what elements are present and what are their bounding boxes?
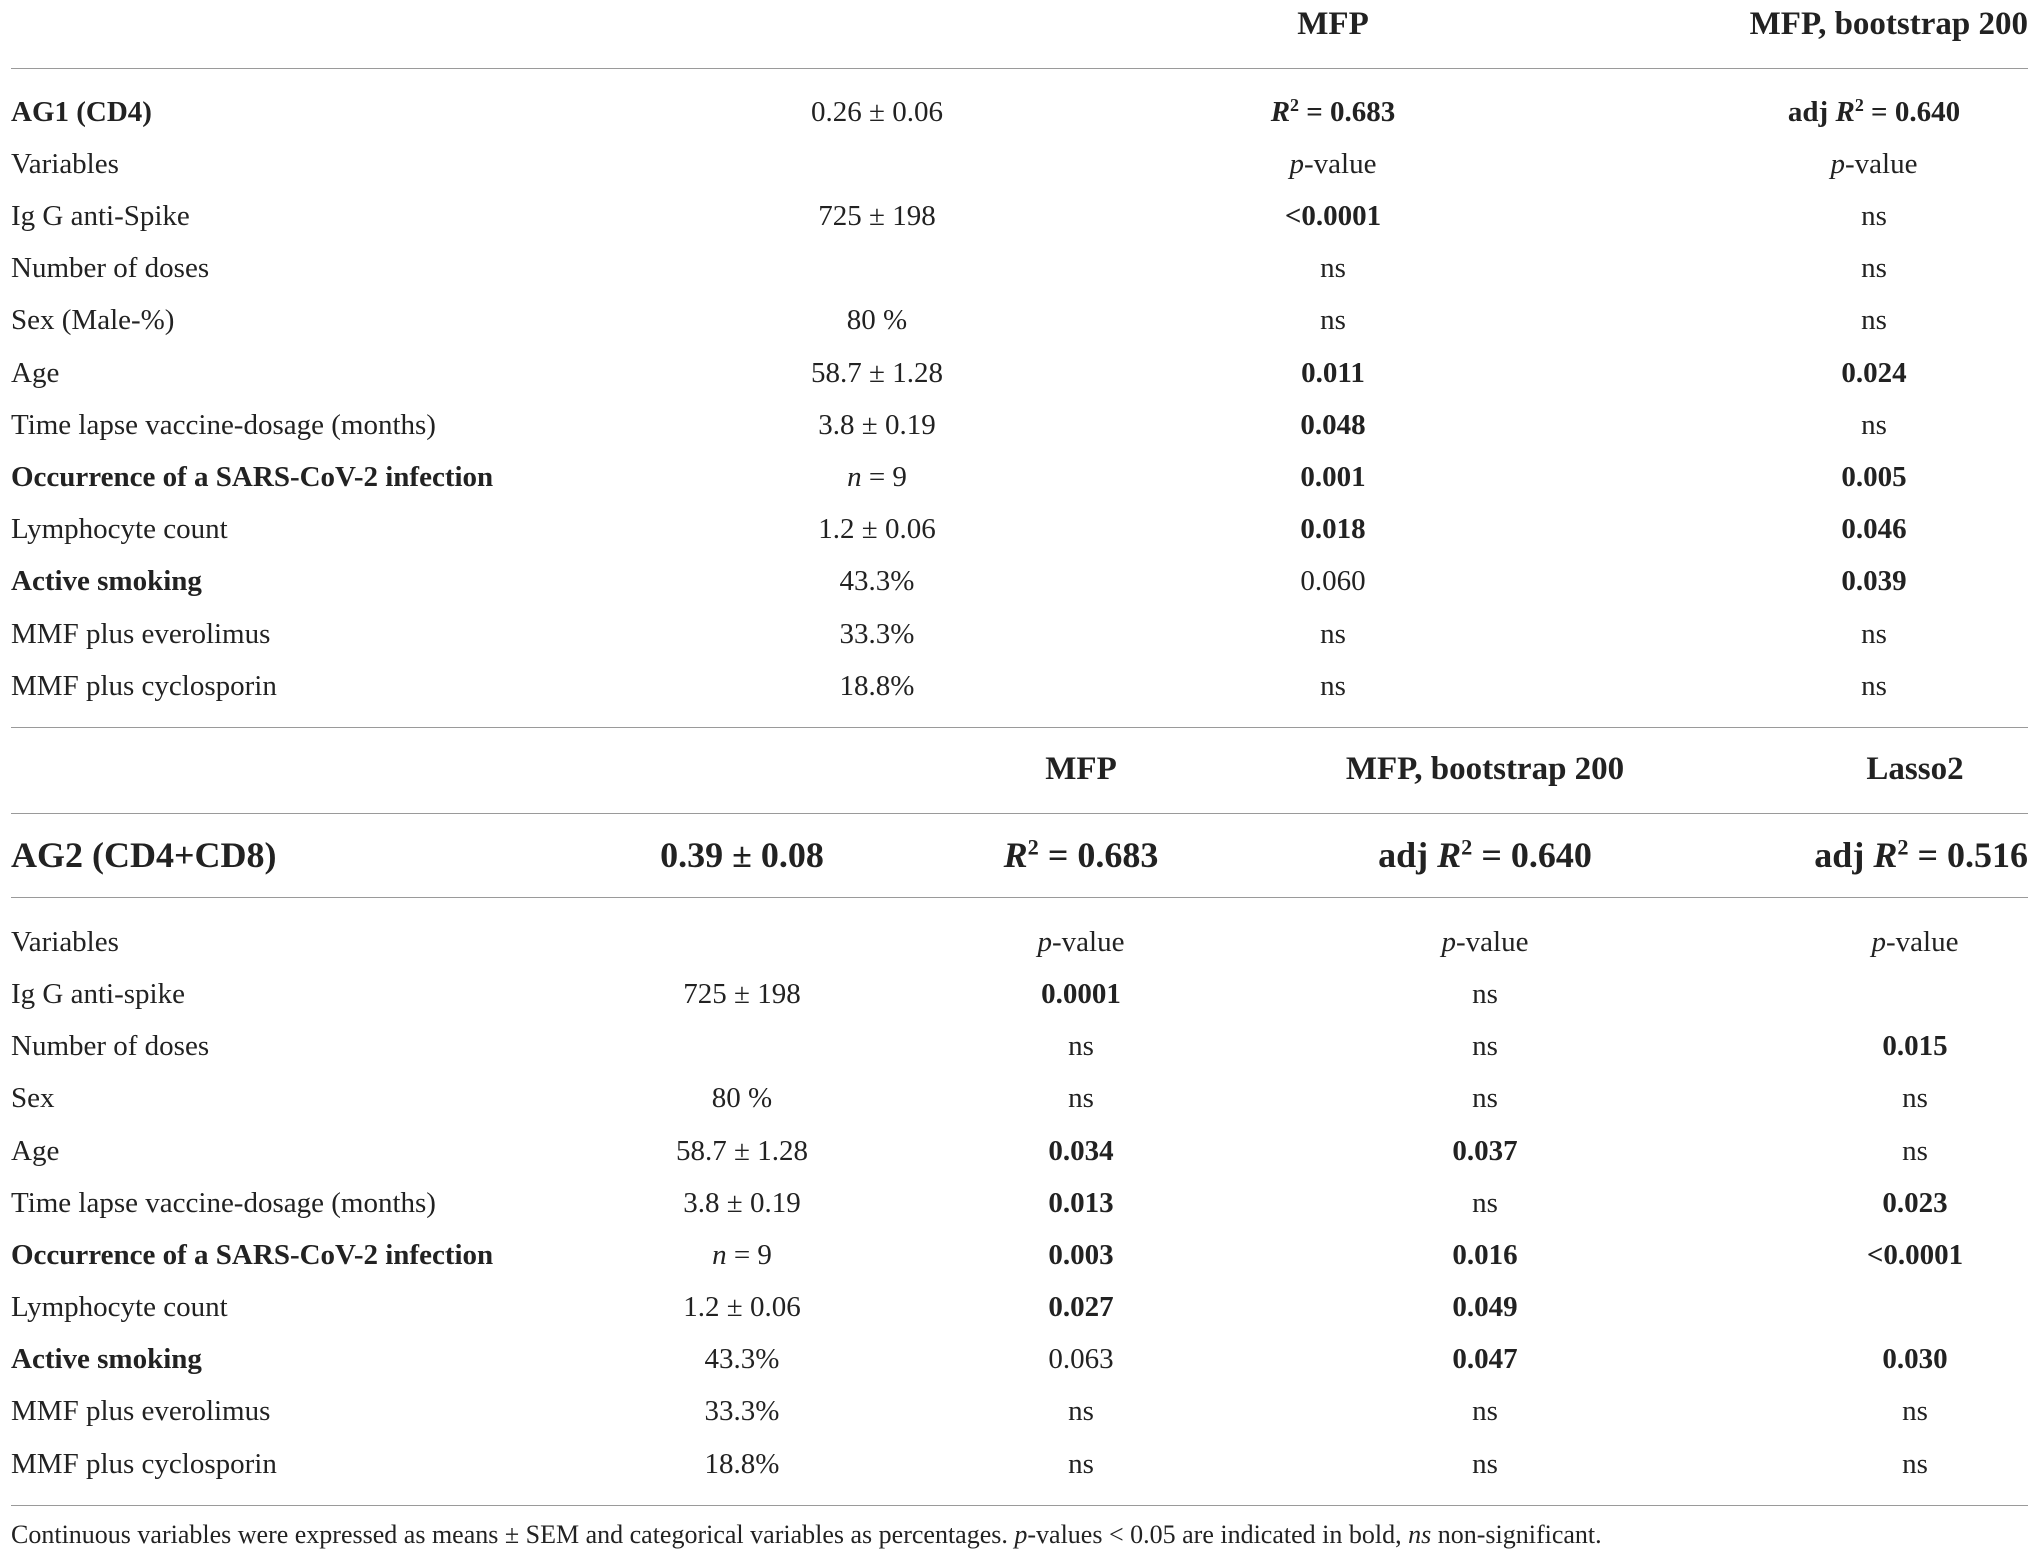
s2-row-label: Age: [11, 1135, 60, 1167]
s1-row-boot: ns: [1861, 409, 1887, 441]
s2-row-label: Time lapse vaccine-dosage (months): [11, 1187, 436, 1219]
s2-row-lasso: ns: [1902, 1082, 1928, 1114]
s1-row-mfp: <0.0001: [1284, 200, 1382, 232]
s1-row-mfp: ns: [1320, 618, 1346, 650]
table-footnote: Continuous variables were expressed as means ± SEM and categorical variables as percentages. p-values < 0.05 are indicated in bold, ns non-significant.: [11, 1520, 1602, 1549]
s1-boot-r2: adj $R^2 = 0.640$: [1787, 95, 1961, 128]
s2-row-boot: ns: [1472, 978, 1498, 1010]
s1-row-label: Lymphocyte count: [11, 513, 228, 545]
s2-row-label: Number of doses: [11, 1030, 210, 1062]
s2-row-mfp: 0.027: [1048, 1291, 1114, 1323]
s2-row-label: Lymphocyte count: [11, 1291, 228, 1323]
s1-title: AG1 (CD4): [11, 96, 152, 128]
s2-row-boot: ns: [1472, 1395, 1498, 1427]
s2-row-value: n = 9: [712, 1239, 772, 1271]
s2-row-lasso: 0.030: [1882, 1343, 1948, 1375]
s2-title: AG2 (CD4+CD8): [11, 835, 277, 875]
rule-section2-header: [11, 813, 2028, 814]
s1-row-boot: ns: [1861, 618, 1887, 650]
s2-lasso-pvalue-label: p-value: [1871, 926, 1959, 958]
s2-header-mfp: MFP: [1045, 751, 1117, 787]
s1-row-label: Active smoking: [11, 565, 202, 597]
s1-row-boot: ns: [1861, 200, 1887, 232]
s1-row-value: 33.3%: [839, 618, 915, 650]
s2-row-label: MMF plus everolimus: [11, 1395, 271, 1427]
s1-row-label: Age: [11, 357, 60, 389]
s1-row-boot: 0.024: [1841, 357, 1907, 389]
s1-row-label: Ig G anti-Spike: [11, 200, 190, 232]
s1-variables-label: Variables: [11, 148, 119, 180]
s1-title-value: 0.26 ± 0.06: [811, 96, 943, 128]
s1-row-mfp: 0.018: [1300, 513, 1366, 545]
s2-row-label: Ig G anti-spike: [11, 978, 185, 1010]
s1-row-label: Time lapse vaccine-dosage (months): [11, 409, 436, 441]
s1-row-boot: ns: [1861, 304, 1887, 336]
s2-row-lasso: 0.023: [1882, 1187, 1948, 1219]
s2-row-label: Occurrence of a SARS-CoV-2 infection: [11, 1239, 494, 1271]
s1-row-value: 3.8 ± 0.19: [818, 409, 936, 441]
s2-variables-label: Variables: [11, 926, 119, 958]
s1-row-mfp: 0.060: [1300, 565, 1366, 597]
rule-section2-r2: [11, 897, 2028, 898]
s2-row-mfp: 0.063: [1048, 1343, 1114, 1375]
s1-header-mfp: MFP: [1297, 6, 1369, 42]
rule-section-divider: [11, 727, 2028, 728]
s2-row-value: 33.3%: [704, 1395, 780, 1427]
s2-boot-r2: adj $R^2 = 0.640$: [1378, 834, 1592, 875]
s1-row-label: MMF plus cyclosporin: [11, 670, 277, 702]
s1-row-mfp: ns: [1320, 304, 1346, 336]
s1-row-label: Occurrence of a SARS-CoV-2 infection: [11, 461, 494, 493]
s2-row-mfp: 0.034: [1048, 1135, 1114, 1167]
s1-row-boot: 0.005: [1841, 461, 1907, 493]
s1-row-boot: 0.046: [1841, 513, 1907, 545]
s1-row-value: 18.8%: [839, 670, 915, 702]
s2-row-label: MMF plus cyclosporin: [11, 1448, 277, 1480]
s1-row-value: 80 %: [846, 304, 908, 336]
s2-row-value: 58.7 ± 1.28: [676, 1135, 808, 1167]
s2-row-boot: ns: [1472, 1187, 1498, 1219]
s1-row-label: MMF plus everolimus: [11, 618, 271, 650]
rule-top-header: [11, 68, 2028, 69]
s1-row-value: 58.7 ± 1.28: [811, 357, 943, 389]
s2-row-boot: ns: [1472, 1082, 1498, 1114]
s2-row-value: 43.3%: [704, 1343, 780, 1375]
s1-row-boot: ns: [1861, 252, 1887, 284]
s2-row-boot: 0.049: [1452, 1291, 1518, 1323]
s1-row-mfp: 0.001: [1300, 461, 1366, 493]
s1-boot-pvalue-label: p-value: [1830, 148, 1918, 180]
s1-row-value: 725 ± 198: [818, 200, 936, 232]
s2-row-value: 725 ± 198: [683, 978, 801, 1010]
s1-mfp-r2: $R^2 = 0.683$: [1270, 95, 1396, 128]
s2-row-lasso: ns: [1902, 1395, 1928, 1427]
s2-row-mfp: ns: [1068, 1448, 1094, 1480]
s2-row-value: 80 %: [711, 1082, 773, 1114]
s1-row-label: Number of doses: [11, 252, 210, 284]
s1-row-label: Sex (Male-%): [11, 304, 175, 336]
s2-row-lasso: ns: [1902, 1135, 1928, 1167]
s2-row-boot: 0.047: [1452, 1343, 1518, 1375]
s2-row-mfp: 0.0001: [1041, 978, 1121, 1010]
s1-row-value: n = 9: [847, 461, 907, 493]
s2-row-lasso: ns: [1902, 1448, 1928, 1480]
s2-row-label: Sex: [11, 1082, 55, 1114]
s2-header-lasso: Lasso2: [1866, 751, 1964, 787]
s2-row-mfp: ns: [1068, 1030, 1094, 1062]
s2-row-lasso: 0.015: [1882, 1030, 1948, 1062]
s2-row-mfp: ns: [1068, 1082, 1094, 1114]
s2-row-boot: 0.016: [1452, 1239, 1518, 1271]
s2-row-lasso: <0.0001: [1866, 1239, 1964, 1271]
s2-row-boot: ns: [1472, 1030, 1498, 1062]
s1-header-bootstrap: MFP, bootstrap 200: [1749, 6, 2028, 42]
s1-row-value: 1.2 ± 0.06: [818, 513, 936, 545]
s2-row-value: 18.8%: [704, 1448, 780, 1480]
s1-mfp-pvalue-label: p-value: [1289, 148, 1377, 180]
s1-row-mfp: ns: [1320, 252, 1346, 284]
s1-row-boot: ns: [1861, 670, 1887, 702]
s2-row-mfp: 0.013: [1048, 1187, 1114, 1219]
s2-row-label: Active smoking: [11, 1343, 202, 1375]
s2-boot-pvalue-label: p-value: [1441, 926, 1529, 958]
s1-row-value: 43.3%: [839, 565, 915, 597]
s2-title-value: 0.39 ± 0.08: [660, 835, 824, 875]
s2-row-value: 1.2 ± 0.06: [683, 1291, 801, 1323]
s1-row-mfp: ns: [1320, 670, 1346, 702]
s1-row-mfp: 0.048: [1300, 409, 1366, 441]
s2-mfp-r2: $R^2 = 0.683$: [1003, 834, 1159, 875]
s1-row-mfp: 0.011: [1301, 357, 1365, 389]
rule-footnote: [11, 1505, 2028, 1506]
s2-row-boot: 0.037: [1452, 1135, 1518, 1167]
s2-row-mfp: 0.003: [1048, 1239, 1114, 1271]
s2-header-bootstrap: MFP, bootstrap 200: [1345, 751, 1625, 787]
s1-row-boot: 0.039: [1841, 565, 1907, 597]
s2-row-value: 3.8 ± 0.19: [683, 1187, 801, 1219]
s2-row-mfp: ns: [1068, 1395, 1094, 1427]
s2-lasso-r2: adj $R^2 = 0.516$: [1814, 834, 2028, 875]
s2-row-boot: ns: [1472, 1448, 1498, 1480]
s2-mfp-pvalue-label: p-value: [1037, 926, 1125, 958]
